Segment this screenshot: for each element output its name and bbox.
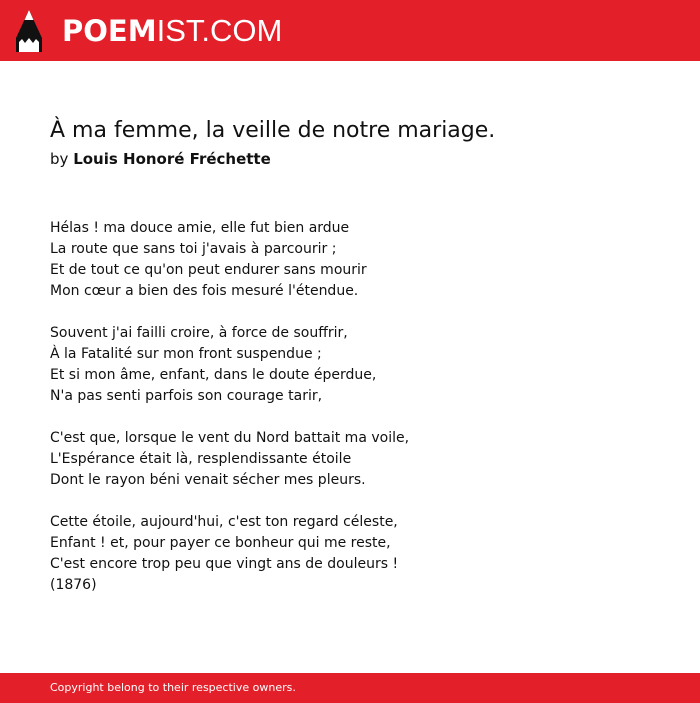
- poem-line: Et si mon âme, enfant, dans le doute éperdue,: [50, 367, 377, 383]
- stanza: [50, 512, 650, 596]
- poem-line: À la Fatalité sur mon front suspendue ;: [50, 346, 322, 362]
- by-label: by: [50, 150, 69, 168]
- poem-line: Hélas ! ma douce amie, elle fut bien ardue: [50, 220, 350, 236]
- stanza: [50, 323, 650, 407]
- stanza: [50, 218, 650, 302]
- poem-byline: [50, 149, 271, 169]
- poem-line: L'Espérance était là, resplendissante étoile: [50, 451, 352, 467]
- pencil-icon: [16, 10, 42, 52]
- logo-text-bold: POEM: [62, 14, 157, 48]
- site-logo[interactable]: [16, 10, 282, 52]
- poem-title: À ma femme, la veille de notre mariage.: [50, 118, 496, 143]
- poem-line: C'est que, lorsque le vent du Nord battait ma voile,: [50, 430, 410, 446]
- poem-line: Dont le rayon béni venait sécher mes pleurs.: [50, 472, 366, 488]
- poem-line: C'est encore trop peu que vingt ans de douleurs !: [50, 556, 399, 572]
- poem-body: [50, 218, 650, 596]
- poem-line: Enfant ! et, pour payer ce bonheur qui me reste,: [50, 535, 391, 551]
- stanza: [50, 428, 650, 491]
- poem-line: Mon cœur a bien des fois mesuré l'étendue.: [50, 283, 359, 299]
- author-link[interactable]: Louis Honoré Fréchette: [73, 150, 271, 168]
- site-footer: [0, 673, 700, 703]
- poem-line: N'a pas senti parfois son courage tarir,: [50, 388, 323, 404]
- poem-line: Cette étoile, aujourd'hui, c'est ton regard céleste,: [50, 514, 398, 530]
- poem-year: (1876): [50, 577, 97, 593]
- poem-line: La route que sans toi j'avais à parcourir ;: [50, 241, 337, 257]
- copyright-notice: Copyright belong to their respective owners.: [50, 681, 296, 694]
- site-header: [0, 0, 700, 61]
- poem-line: Et de tout ce qu'on peut endurer sans mourir: [50, 262, 367, 278]
- logo-text-light: IST.COM: [156, 13, 283, 48]
- poem-line: Souvent j'ai failli croire, à force de souffrir,: [50, 325, 348, 341]
- logo-wordmark: [62, 10, 282, 52]
